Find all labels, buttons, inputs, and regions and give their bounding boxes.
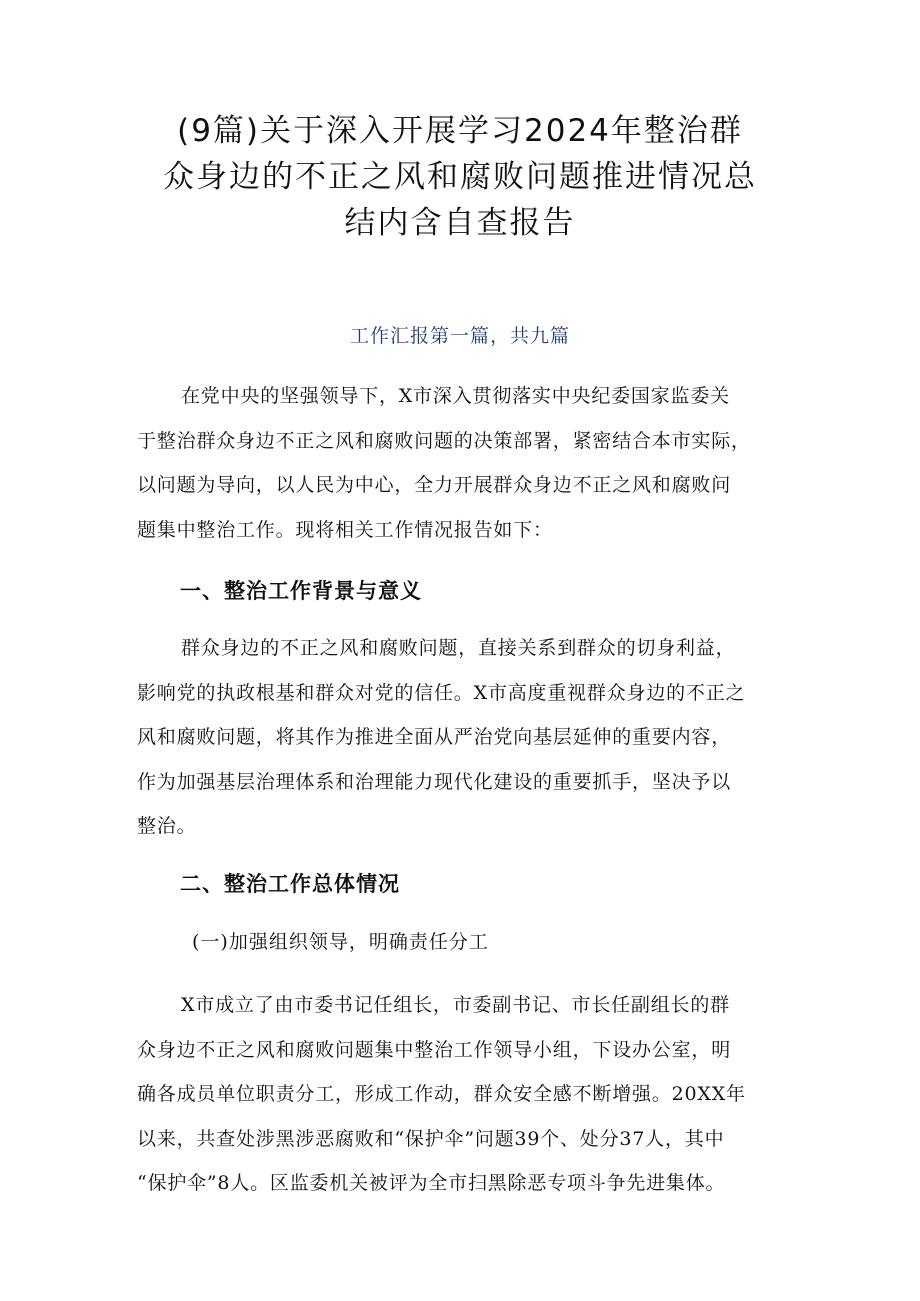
title-line: (9篇)关于深入开展学习2024年整治群 <box>177 113 743 149</box>
title-line: 结内含自查报告 <box>344 205 576 241</box>
section-subheading: (一)加强组织领导，明确责任分工 <box>192 931 489 953</box>
text-line: 作为加强基层治理体系和治理能力现代化建设的重要抓手，坚决予以 <box>137 770 732 793</box>
section1-paragraph <box>137 626 797 849</box>
text-line: 以来，共查处涉黑涉恶腐败和“保护伞”问题39个、处分37人，其中 <box>137 1127 725 1150</box>
text-line: 群众身边的不正之风和腐败问题，直接关系到群众的切身利益， <box>181 637 736 659</box>
section-heading: 一、整治工作背景与意义 <box>180 579 422 603</box>
text-line: 题集中整治工作。现将相关工作情况报告如下： <box>137 518 553 541</box>
text-line: 确各成员单位职责分工，形成工作动，群众安全感不断增强。20XX年 <box>137 1083 746 1105</box>
title-line: 众身边的不正之风和腐败问题推进情况总 <box>163 159 757 195</box>
text-line: “保护伞”8人。区监委机关被评为全市扫黑除恶专项斗争先进集体。 <box>137 1172 726 1194</box>
text-line: 于整治群众身边不正之风和腐败问题的决策部署，紧密结合本市实际， <box>137 429 751 452</box>
text-line: 以问题为导向，以人民为中心，全力开展群众身边不正之风和腐败问 <box>137 474 732 496</box>
text-line: 风和腐败问题，将其作为推进全面从严治党向基层延伸的重要内容， <box>137 726 732 748</box>
text-line: 众身边不正之风和腐败问题集中整治工作领导小组，下设办公室，明 <box>137 1038 732 1061</box>
text-line: X市成立了由市委书记任组长，市委副书记、市长任副组长的群 <box>181 994 730 1016</box>
text-line: 在党中央的坚强领导下，X市深入贯彻落实中央纪委国家监委关 <box>181 385 730 407</box>
text-line: 整治。 <box>137 815 197 837</box>
section-heading: 二、整治工作总体情况 <box>180 872 400 896</box>
text-line: 影响党的执政根基和群众对党的信任。X市高度重视群众身边的不正之 <box>137 681 746 704</box>
document-subtitle: 工作汇报第一篇，共九篇 <box>349 325 570 347</box>
intro-paragraph <box>137 374 797 552</box>
document-title <box>110 108 810 246</box>
section2-paragraph <box>137 983 797 1206</box>
